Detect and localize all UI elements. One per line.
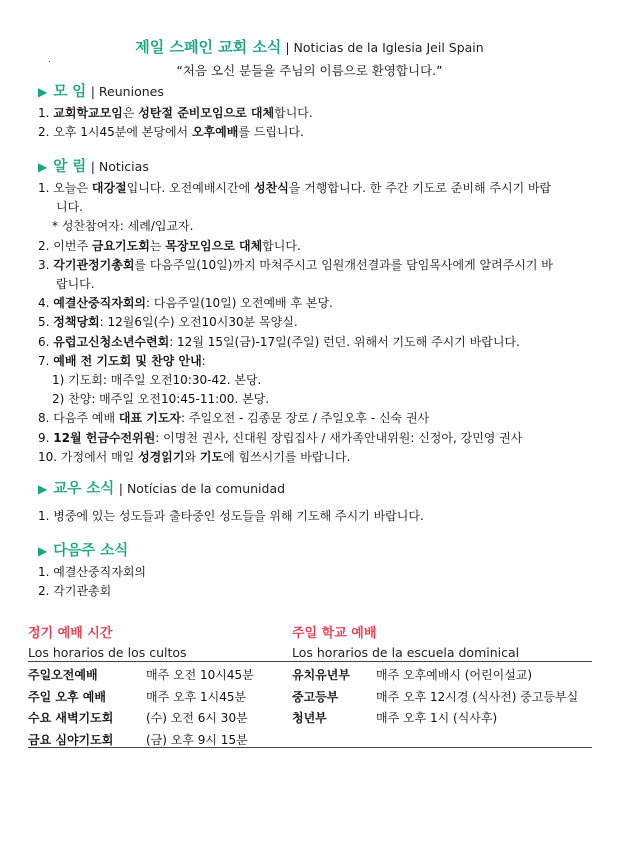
- schedule-row: 수요 새벽기도회 (수) 오전 6시 30분: [28, 711, 248, 725]
- stray-dot: .: [48, 55, 51, 65]
- list-item: 2. 각기관총회: [38, 584, 112, 599]
- title-korean: 제일 스페인 교회 소식: [135, 38, 282, 56]
- heading-korean: 알 림: [53, 159, 87, 175]
- list-item: 9. 12월 헌금수전위원: 이명천 권사, 신대원 장립집사 / 새가족안내위원: 신정아, 강민영 권사: [38, 430, 523, 445]
- list-item-continuation: 니다.: [56, 200, 83, 215]
- section-heading: [38, 157, 598, 177]
- list-item-note: * 성찬참여자: 세례/입교자.: [52, 219, 194, 234]
- section-heading: [38, 479, 598, 499]
- escuela-schedule: [292, 665, 578, 730]
- section-comunidad: [38, 479, 598, 526]
- schedule-row: 주일 오후 예배 매주 오후 1시45분: [28, 689, 247, 704]
- section-noticias: [38, 157, 598, 467]
- list-item: 8. 다음주 예배 대표 기도자: 주일오전 - 김종문 장로 / 주일오후 - 신숙 권사: [38, 411, 430, 426]
- divider-bottom: [28, 747, 592, 748]
- heading-korean: 모 임: [53, 84, 87, 100]
- list-item: 2. 이번주 금요기도회는 목장모임으로 대체합니다.: [38, 238, 301, 253]
- cultos-schedule: [28, 665, 254, 751]
- schedule-row: 금요 심야기도회 (금) 오후 9시 15분: [28, 732, 248, 747]
- heading-spanish: | Reuniones: [90, 84, 164, 99]
- list-item: 1. 교회학교모임은 성탄절 준비모임으로 대체합니다.: [38, 106, 313, 120]
- header: [0, 36, 619, 57]
- schedule-row: 주일오전예배 매주 오전 10시45분: [28, 668, 254, 682]
- list-item: 7. 예배 전 기도회 및 찬양 안내:: [38, 353, 206, 368]
- list-item: 10. 가정에서 매일 성경읽기와 기도에 힘쓰시기를 바랍니다.: [38, 449, 351, 464]
- list-item: 2. 오후 1시45분에 본당에서 오후예배를 드립니다.: [38, 125, 304, 140]
- title-separator: |: [281, 40, 294, 55]
- list-item-continuation: 랍니다.: [56, 277, 95, 292]
- list-item: 1. 병중에 있는 성도들과 출타중인 성도들을 위해 기도해 주시기 바랍니다.: [38, 509, 424, 523]
- title-spanish: Noticias de la Iglesia Jeil Spain: [293, 40, 484, 55]
- list-item: 4. 예결산중직자회의: 다음주일(10일) 오전예배 후 본당.: [38, 296, 333, 311]
- escuela-title: 주일 학교 예배: [292, 626, 377, 641]
- section-heading: [38, 82, 598, 102]
- triangle-icon: ▶: [38, 160, 48, 174]
- section-reuniones: [38, 82, 598, 142]
- list-item: 3. 각기관정기총회를 다음주일(10일)까지 마쳐주시고 임원개선결과를 담임목사에게 알려주시기 바: [38, 257, 553, 272]
- list-item: 1. 오늘은 대강절입니다. 오전예배시간에 성찬식을 거행합니다. 한 주간 기도로 준비해 주시기 바랍: [38, 181, 552, 195]
- list-item: 6. 유럽고신청소년수련회: 12월 15일(금)-17일(주일) 런던. 위해서 기도해 주시기 바랍니다.: [38, 334, 520, 349]
- list-item: 5. 정책당회: 12월6일(수) 오전10시30분 목양실.: [38, 315, 298, 330]
- cultos-subtitle: Los horarios de los cultos: [28, 645, 187, 660]
- divider-top: [28, 661, 592, 662]
- triangle-icon: ▶: [38, 85, 48, 99]
- triangle-icon: ▶: [38, 482, 48, 496]
- heading-korean: 교우 소식: [53, 481, 115, 497]
- escuela-column: [292, 624, 592, 662]
- schedule-row: 유치유년부 매주 오후예배시 (어린이설교): [292, 668, 533, 682]
- escuela-subtitle: Los horarios de la escuela dominical: [292, 645, 520, 660]
- list-subitem: 2) 찬양: 매주일 오전10:45-11:00. 본당.: [52, 392, 270, 407]
- cultos-title: 정기 예배 시간: [28, 626, 113, 641]
- schedule-row: 청년부 매주 오후 1시 (식사후): [292, 711, 498, 725]
- heading-spanish: | Noticias: [90, 159, 149, 174]
- list-item: 1. 예결산중직자회의: [38, 565, 147, 579]
- schedule-row: 중고등부 매주 오후 12시경 (식사전) 중고등부실: [292, 689, 579, 704]
- heading-korean: 다음주 소식: [53, 543, 129, 559]
- list-subitem: 1) 기도회: 매주일 오전10:30-42. 본당.: [52, 373, 262, 388]
- welcome-message: “처음 오신 분들을 주님의 이름으로 환영합니다.”: [176, 63, 443, 78]
- section-heading: [38, 541, 598, 561]
- section-proxima: [38, 541, 598, 601]
- cultos-column: [28, 624, 290, 662]
- triangle-icon: ▶: [38, 544, 48, 558]
- heading-spanish: | Notícias de la comunidad: [118, 481, 286, 496]
